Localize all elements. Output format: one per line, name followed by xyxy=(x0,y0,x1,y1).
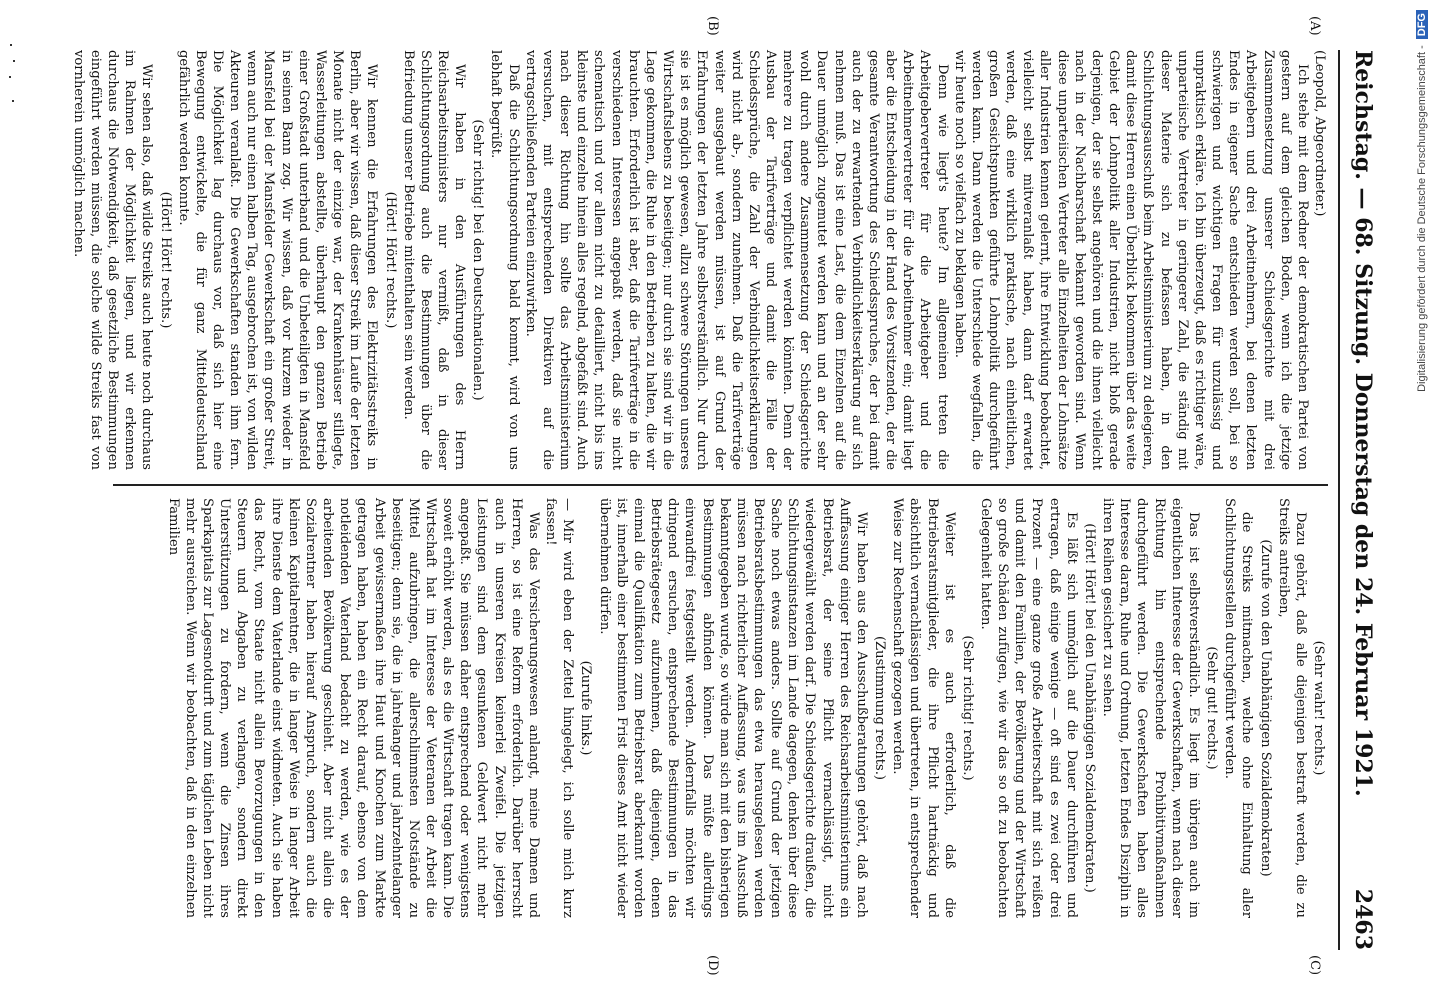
credit-line xyxy=(1412,10,1432,995)
header-rule xyxy=(1338,50,1340,950)
paragraph: Daß die Schlichtungsordnung bald kommt, wird von uns lebhaft begrüßt. xyxy=(488,50,521,470)
interjection: (Hört! Hört! rechts.) xyxy=(382,191,398,329)
interjection: (Sehr wahr! rechts.) xyxy=(1311,640,1326,776)
right-column xyxy=(113,498,1328,918)
interjection: (Sehr richtig! rechts.) xyxy=(959,635,975,781)
header-date: Donnerstag den 24. Februar 1921. xyxy=(1350,372,1376,797)
page-number: 2463 xyxy=(1350,888,1376,950)
paragraph: Weiter ist es auch erforderlich, daß die Betriebsratsmitglieder, die ihre Pflicht hartnäckig und absichtlich vernachlässigen und übertreten, in entsprechender Weise zur Rechenschaft gezogen werden. xyxy=(890,498,957,918)
credit-text: Digitalisierung gefördert durch die Deutsche Forschungsgemeinschaft - xyxy=(1416,45,1428,392)
digitization-credit xyxy=(1410,10,1430,995)
interjection: (Sehr gut! rechts.) xyxy=(1204,646,1220,770)
paragraph: Dazu gehört, daß alle diejenigen bestraft werden, die zu Streiks antreiben, xyxy=(1275,498,1308,918)
interjection: (Sehr richtig! bei den Deutschnationalen.) xyxy=(470,119,486,401)
paragraph: Wir kennen die Erfahrungen des Elektrizitätsstreiks in Berlin, aber wir wissen, daß dieser Streik im Laufe der letzten Monate nicht der einzige war, der Krankenhäuser stillegte, Wasserleitungen abstellte, überhaupt den ganzen Betrieb einer Großstadt unterband und die Unbeteiligten in Mansfeld in seinen Bann zog. Wir wissen, daß vor kurzem wieder in Mansfeld bei der Mansfelder Gewerkschaft ein großer Streit, wenn auch nur einen halben Tag, ausgebrochen ist, von wilden Akteuren veranlaßt. Die Gewerkschaften standen ihm fern. Die Möglichkeit lag durchaus vor, daß sich hier eine Bewegung entwickelte, die für ganz Mitteldeutschland gefährlich werden konnte. xyxy=(175,50,380,470)
paragraph: Was das Versicherungswesen anlangt, meine Damen und Herren, so ist eine Reform erforderlich. Darüber herrscht auch in unseren Kreisen keinerlei Zweifel. Die jetzigen Leistungen sind dem gesunkenen Geldwert nicht mehr angepaßt. Sie müssen daher entsprechend oder wenigstens soweit erhöht werden, als es die Wirtschaft tragen kann. Die Wirtschaft hat im Interesse der Veteranen der Arbeit die Mittel aufzubringen, die allerschlimmsten Notstände zu beseitigen; denn sie, die in jahrelanger und jahrzehntelanger Arbeit gewissermaßen ihre Haut und Knochen zum Markte getragen haben, haben ein Recht darauf, ebenso von dem notleidenden Vaterland bedacht zu werden, wie es der arbeitenden Bevölkerung geschieht. Aber nicht allein die Sozialrentner haben hierauf Anspruch, sondern auch die kleinen Kapitalrentner, die in langer Weise in langer Arbeit ihre Dienste dem Vaterlande einst widmeten. Auch sie haben das Recht, vom Staate nicht allein Bevorzugungen in den Steuern und Abgaben zu verlangen, sondern direkt Unterstützungen zu fordern, wenn die Zinsen ihres Sparkapitals zur Lagesnotdurft und zum täglichen Leben nicht mehr ausreichen. Wenn wir beobachten, daß in den einzelnen Familien xyxy=(165,498,541,918)
interjection: (Hört! Hört! rechts.) xyxy=(157,191,173,329)
page-header xyxy=(1340,50,1380,950)
interjection: (Zurufe links.) xyxy=(578,660,594,756)
paragraph: Es läßt sich unmöglich auf die Dauer durchführen und ertragen, daß einige wenige — oft sind es zwei oder drei Prozent — eine ganze große Arbeiterschaft mit sich reißen und damit den Familien, der Bevölkerung und der Wirtschaft so große Schäden zufügen, wie wir das so oft zu beobachten Gelegenheit hatten. xyxy=(978,498,1079,918)
scan-specks xyxy=(8,40,16,120)
dfg-logo: DFG xyxy=(1416,10,1428,39)
margin-marker-a: (A) xyxy=(1307,16,1322,36)
paragraph: (Leopold, Abgeordneter.) xyxy=(1312,50,1327,217)
interjection: (Zustimmung rechts.) xyxy=(872,635,888,781)
paragraph: Das ist selbstverständlich. Es liegt im übrigen auch im eigentlichen Interesse der Gewerkschaften, wenn nach dieser Richtung hin entsprechende Prohibitivmaßnahmen durchgeführt werden. Die Gewerkschaften haben alles Interesse daran, Ruhe und Ordnung, letzten Endes Disziplin in ihren Reihen gesichert zu sehen. xyxy=(1100,498,1201,918)
rotated-page xyxy=(70,16,1380,976)
header-session-text: Reichstag. — 68. Sitzung. xyxy=(1350,50,1376,366)
margin-marker-b: (B) xyxy=(705,16,720,36)
paragraph: die Streiks mitmachen, welche ohne Einhaltung aller Schlichtungsstellen durchgeführt werden. xyxy=(1222,498,1255,918)
paragraph: Wir sehen also, daß wilde Streiks auch heute noch durchaus im Rahmen der Möglichkeit liegen, und wir erkennen durchaus die Notwendigkeit, daß gesetzliche Bestimmungen eingeführt werden müssen, die solche wilde Streiks fast von vornherein unmöglich machen. xyxy=(70,50,155,470)
paragraph: — Mir wird eben der Zettel hingelegt, ich solle mich kurz fassen! xyxy=(543,498,576,918)
paragraph: Wir haben in den Ausführungen des Herrn Reichsarbeitsministers nur vermißt, daß in dieser Schlichtungsordnung auch die Bestimmungen über die Befriedung unserer Betriebe mitenthalten sein werden. xyxy=(400,50,468,470)
paragraph: Denn wie liegt's heute? Im allgemeinen treten die Arbeitgebervertreter für die Arbeitgeber und die Arbeitnehmervertreter für die Arbeitnehmer ein; damit liegt aber die Entscheidung in der Hand des Vorsitzenden, der die gesamte Verantwortung des Schiedsspruches, der bei damit auch der zu erwartenden Verbindlichkeitserklärung auf sich nehmen muß. Das ist eine Last, die dem Einzelnen auf die Dauer unmöglich zugemutet werden kann und an der sehr wohl durch andere Zusammensetzung der Schiedsgerichte mehrere zu tragen verpflichtet werden könnten. Denn der Ausbau der Tarifverträge und damit die Fälle der Schiedssprüche, die Zahl der Verbindlichkeitserklärungen wird nicht ab-, sondern zunehmen. Daß die Tarifverträge weiter ausgebaut werden müssen, ist auf Grund der Erfahrungen der letzten Jahre selbstverständlich. Nur durch sie ist es möglich gewesen, allzu schwere Störungen unseres Wirtschaftslebens zu beseitigen; nur durch sie sind wir in die Lage gekommen, die Ruhe in den Betrieben zu halten, die wir brauchten. Erforderlich ist aber, daß die Tarifverträge in die verschiedenen Interessen angepaßt werden, daß sie nicht schematisch und vor allem nicht zu detailliert, nicht bis ins kleinste und einzelne hinein alles regelnd, abgefaßt sind. Auch nach dieser Richtung hin sollte das Arbeitsministerium versuchen, mit entsprechenden Direktiven auf die vertragschließenden Parteien einzuwirken. xyxy=(522,50,950,470)
column-divider xyxy=(113,484,1328,486)
interjection: (Hört! Hört! bei den Unabhängigen Sozialdemokraten.) xyxy=(1081,523,1097,893)
margin-marker-c: (C) xyxy=(1307,955,1322,976)
left-column xyxy=(70,50,1328,470)
header-session xyxy=(1350,50,1376,797)
paragraph: Ich stehe mit dem Redner der demokratischen Partei von gestern auf dem gleichen Boden, wenn ich die jetzige Zusammensetzung unserer Schiedsgerichte mit drei Arbeitgebern und drei Arbeitnehmern, bei denen letzten Endes in eigener Sache entschieden werden soll, bei so schwierigen und wichtigen Fragen für unzulässig und unpraktisch erkläre. Ich bin überzeugt, daß es richtiger wäre, unparteiische Vertreter in geringerer Zahl, die ständig mit dieser Materie sich zu befassen haben, in den Schlichtungsausschuß beim Arbeitsministerium zu delegieren, damit diese Herren einen Überblick bekommen über das weite Gebiet der Lohnpolitik aller Industrien, nicht bloß gerade derjenigen, der sie selbst angehören und die ihnen vielleicht nach in der Nachbarschaft bekannt geworden sind. Wenn diese unparteiischen Vertreter alle Einzelheiten der Lohnsätze aller Industrien kennen gelernt, ihre Entwicklung beobachtet, vielleicht selbst mitveranlaßt haben, dann darf erwartet werden, daß eine wirklich praktische, nach einheitlichen, großen Gesichtspunkten geführte Lohnpolitik durchgeführt werden kann. Dann werden die Unterschiede wegfallen, die wir heute noch so vielfach zu beklagen haben. xyxy=(951,50,1310,470)
margin-marker-d: (D) xyxy=(705,955,720,976)
interjection: (Zurufe von den Unabhängigen Sozialdemokraten) xyxy=(1257,539,1273,877)
paragraph: Wir haben aus den Ausschußberatungen gehört, daß nach Auffassung einiger Herren des Reichsarbeitsministeriums ein Betriebsrat, der seine Pflicht vernachlässigt, nicht wiedergewählt werden darf. Die Schiedsgerichte draußen, die Schlichtungsinstanzen im Lande dagegen, denken über diese Sache noch etwas anders. Sollte auf Grund der jetzigen Betriebsratsbestimmungen das etwa herausgelesen werden müssen nach richterlicher Auffassung, was uns im Ausschuß bekanntgegeben wurde, so würde man sich mit den bisherigen Bestimmungen abfinden können. Das müßte allerdings einwandfrei festgestellt werden. Andernfalls möchten wir dringend ersuchen, entsprechende Bestimmungen in das Betriebsrätegesetz aufzunehmen, daß diejenigen, denen einmal die Qualifikation zum Betriebsrat aberkannt worden ist, innerhalb einer bestimmten Frist dieses Amt nicht wieder übernehmen dürfen. xyxy=(596,498,869,918)
